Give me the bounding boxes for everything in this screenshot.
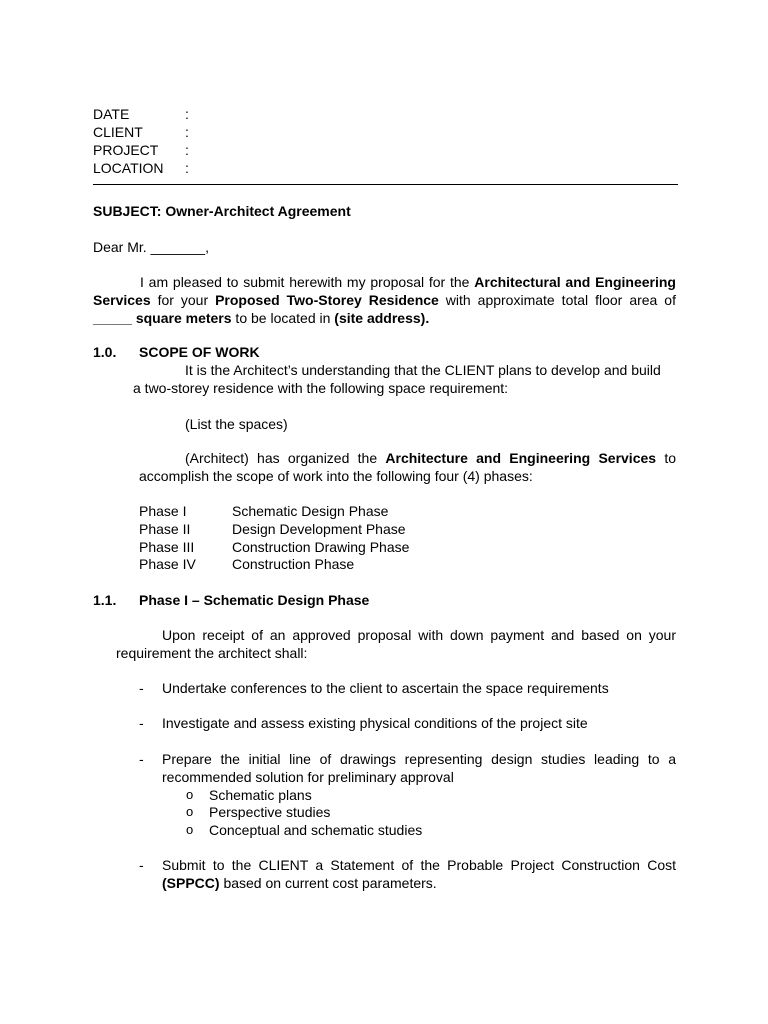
subitem-1-text: Schematic plans [209,787,312,803]
phase-3-name: Construction Drawing Phase [232,539,410,555]
subitem-2-text: Perspective studies [209,804,331,820]
location-label: LOCATION [93,160,164,176]
intro-bold-residence: Proposed Two-Storey Residence [215,292,439,308]
scope-line-1: It is the Architect’s understanding that the CLIENT plans to develop and build [185,362,661,378]
subitem-2-marker: o [186,804,194,819]
intro-paragraph [93,273,676,327]
bullet-3-dash: - [139,751,144,767]
subitem-1-marker: o [186,787,194,802]
subitem-3-text: Conceptual and schematic studies [209,822,423,838]
bullet-2-text: Investigate and assess existing physical conditions of the project site [162,715,588,731]
intro-bold-address: (site address). [334,310,430,326]
salutation: Dear Mr. _______, [93,239,209,255]
phase-1-name: Schematic Design Phase [232,503,389,519]
intro-text-1: I am pleased to submit herewith my proposal for the [140,274,475,290]
bullet-4-text-1: Submit to the CLIENT a Statement of the Probable Project Construction Cost [162,857,676,873]
project-colon: : [185,142,189,158]
location-colon: : [185,160,189,176]
subitem-3-marker: o [186,822,194,837]
phase-4-num: Phase IV [139,556,196,572]
bullet-1-dash: - [139,680,144,696]
bullet-4-dash: - [139,857,144,873]
phase-1-num: Phase I [139,503,187,519]
organized-text-1: (Architect) has organized the [185,450,386,466]
client-colon: : [185,124,189,140]
intro-bold-area: _____ square meters [93,310,232,326]
intro-bold-services: Architectural and Engineering Services [93,274,676,308]
bullet-3-text: Prepare the initial line of drawings representing design studies leading to a recommended solution for preliminary approval [162,751,676,785]
bullet-4-text-2: based on current cost parameters. [219,875,437,891]
date-label: DATE [93,106,130,122]
section-1-title: SCOPE OF WORK [139,344,260,360]
intro-text-3: with approximate total floor area of [438,292,676,308]
intro-text-2: for your [150,292,216,308]
section-1-number: 1.0. [93,344,117,360]
phase-2-name: Design Development Phase [232,521,406,537]
phase-2-num: Phase II [139,521,191,537]
phase-1-intro: Upon receipt of an approved proposal with down payment and based on your requirement the architect shall: [116,627,676,661]
subject-line: SUBJECT: Owner-Architect Agreement [93,203,351,219]
organized-paragraph [139,449,676,485]
phase-4-name: Construction Phase [232,556,355,572]
client-label: CLIENT [93,124,143,140]
date-colon: : [185,106,189,122]
phase-3-num: Phase III [139,539,195,555]
intro-text-4: to be located in [231,310,335,326]
organized-text-2: to accomplish the scope of work into the following four (4) phases: [139,450,677,484]
bullet-4-text [162,856,676,892]
header-divider [93,184,678,185]
bullet-1-text: Undertake conferences to the client to ascertain the space requirements [162,680,609,696]
bullet-2-dash: - [139,715,144,731]
list-spaces: (List the spaces) [185,416,288,432]
bullet-4-bold-sppcc: (SPPCC) [162,875,220,891]
section-1-1-number: 1.1. [93,592,117,608]
section-1-1-title: Phase I – Schematic Design Phase [139,592,370,608]
organized-bold-services: Architecture and Engineering Services [385,450,657,466]
project-label: PROJECT [93,142,159,158]
scope-line-2: a two-storey residence with the following space requirement: [133,380,509,396]
